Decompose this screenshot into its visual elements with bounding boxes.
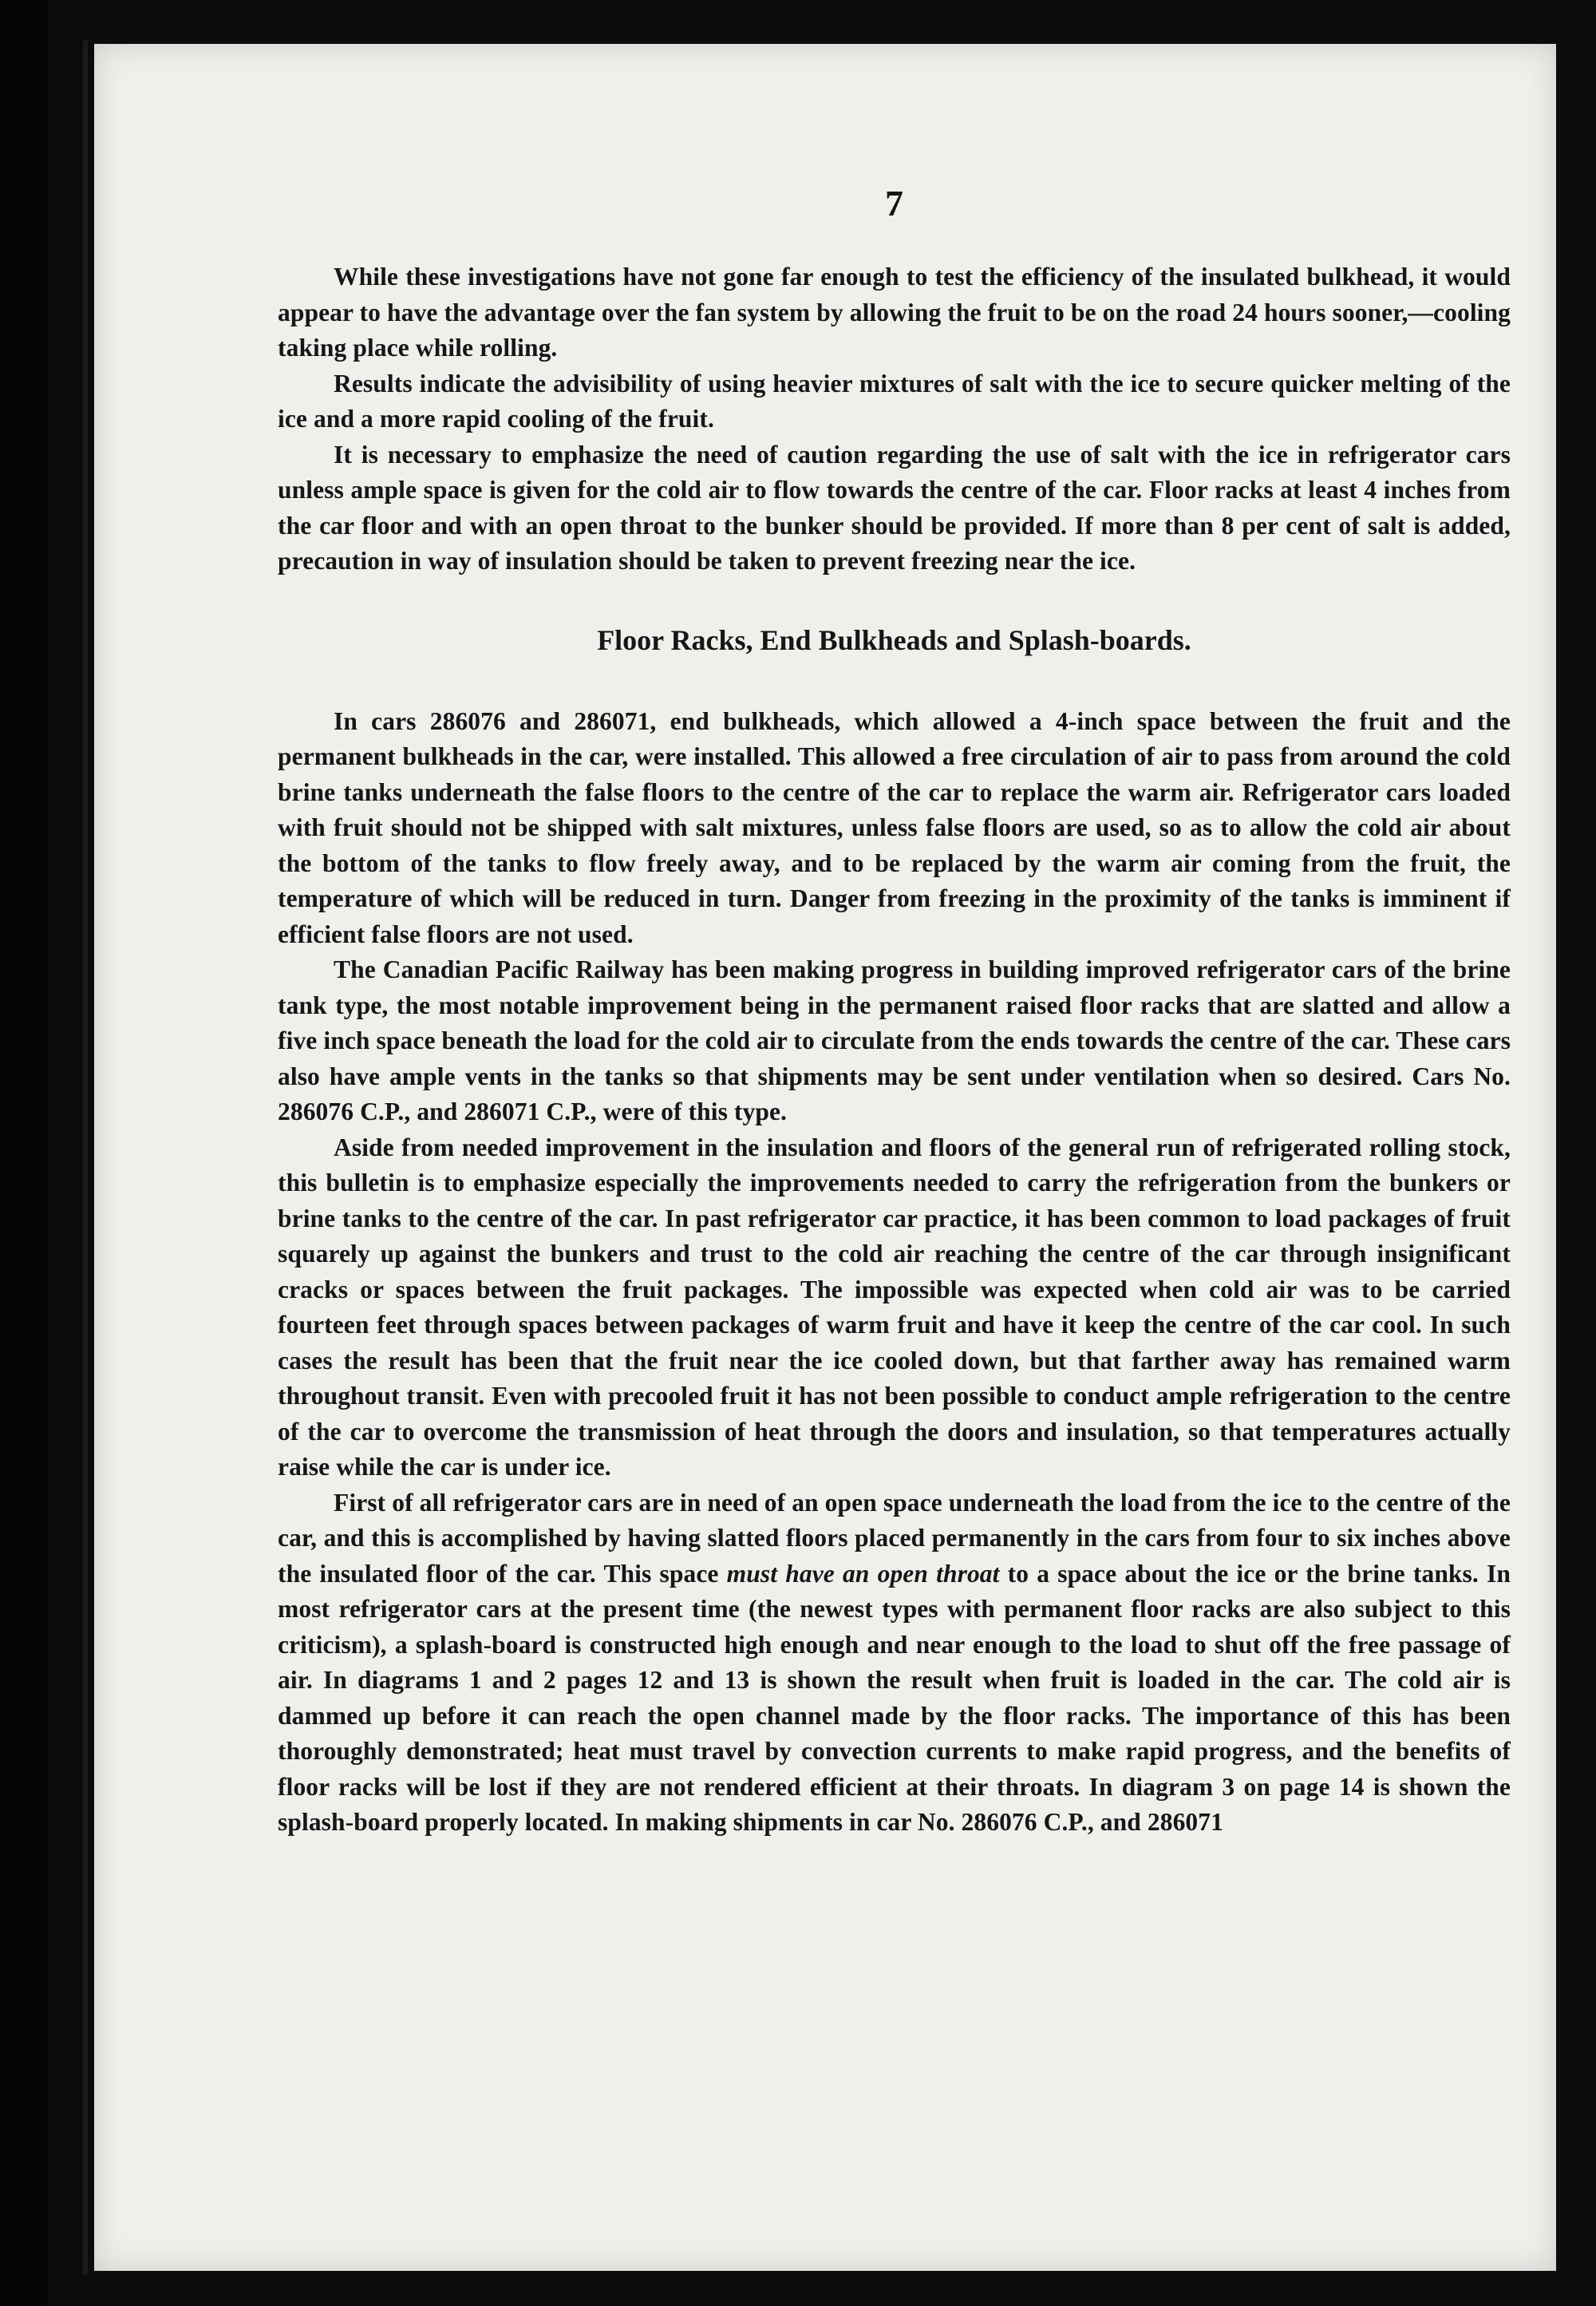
paragraph-end-bulkheads: In cars 286076 and 286071, end bulkheads, which allowed a 4-inch space between the fruit and the permanent bulkheads in the car, were installed. This allowed a free circulation of air to pass from around the cold brine tanks underneath the false floors to the centre of the car to replace the warm air. Refrigerator cars loaded with fruit should not be shipped with salt mixtures, unless false floors are used, so as to allow the cold air about the bottom of the tanks to flow freely away, and to be replaced by the warm air coming from the fruit, the temperature of which will be reduced in turn. Danger from freezing in the proximity of the tanks is imminent if efficient false floors are not used. xyxy=(278,706,1511,948)
paragraph-open-space xyxy=(278,1485,1511,1841)
paragraph-open-space-part1: First of all refrigerator cars are in need of an open space underneath the load from the ice to the centre of the car, and this is accomplished by having slatted floors placed permanently in the cars from four to six inches above the insulated floor of the car. This space xyxy=(278,1488,1511,1588)
paragraph-needed-improvement: Aside from needed improvement in the insulation and floors of the general run of refrigerated rolling stock, this bulletin is to emphasize especially the improvements needed to carry the refrigeration from the bunkers or brine tanks to the centre of the car. In past refrigerator car practice, it has been common to load packages of fruit squarely up against the bunkers and trust to the cold air reaching the centre of the car through insignificant cracks or spaces between the fruit packages. The impossible was expected when cold air was to be carried fourteen feet through spaces between packages of warm fruit and have it keep the centre of the car cool. In such cases the result has been that the fruit near the ice cooled down, but that farther away has remained warm throughout transit. Even with precooled fruit it has not been possible to conduct ample refrigeration to the centre of the car to overcome the transmission of heat through the doors and insulation, so that temperatures actually raise while the car is under ice. xyxy=(278,1133,1511,1481)
paragraph-investigations: While these investigations have not gone far enough to test the efficiency of the insulated bulkhead, it would appear to have the advantage over the fan system by allowing the fruit to be on the road 24 hours sooner,—cooling taking place while rolling. xyxy=(278,263,1511,362)
page-number: 7 xyxy=(885,183,903,223)
paragraph-results: Results indicate the advisibility of using heavier mixtures of salt with the ice to secure quicker melting of the ice and a more rapid cooling of the fruit. xyxy=(278,369,1511,433)
page-content xyxy=(278,180,1511,1841)
paragraph-open-space-part2: to a space about the ice or the brine tanks. In most refrigerator cars at the present time (the newest types with permanent floor racks are also subject to this criticism), a splash-board is constructed high enough and near enough to the load to shut off the free passage of air. In diagrams 1 and 2 pages 12 and 13 is shown the result when fruit is loaded in the car. The cold air is dammed up before it can reach the open channel made by the floor racks. The importance of this has been thoroughly demonstrated; heat must travel by convection currents to make rapid progress, and the benefits of floor racks will be lost if they are not rendered efficient at their throats. In diagram 3 on page 14 is shown the splash-board properly located. In making shipments in car No. 286076 C.P., and 286071 xyxy=(278,1559,1511,1836)
paragraph-caution-salt: It is necessary to emphasize the need of caution regarding the use of salt with the ice in refrigerator cars unless ample space is given for the cold air to flow towards the centre of the car. Floor racks at least 4 inches from the car floor and with an open throat to the bunker should be provided. If more than 8 per cent of salt is added, precaution in way of insulation should be taken to prevent freezing near the ice. xyxy=(278,440,1511,575)
section-heading: Floor Racks, End Bulkheads and Splash-boards. xyxy=(597,623,1191,656)
binding-line xyxy=(83,40,88,2275)
binding-edge xyxy=(0,0,48,2306)
paragraph-open-space-emphasis: must have an open throat xyxy=(726,1559,1000,1588)
document-page xyxy=(94,44,1556,2271)
paragraph-canadian-pacific: The Canadian Pacific Railway has been making progress in building improved refrigerator cars of the brine tank type, the most notable improvement being in the permanent raised floor racks that are slatted and allow a five inch space beneath the load for the cold air to circulate from the ends towards the centre of the car. These cars also have ample vents in the tanks so that shipments may be sent under ventilation when so desired. Cars No. 286076 C.P., and 286071 C.P., were of this type. xyxy=(278,955,1511,1125)
